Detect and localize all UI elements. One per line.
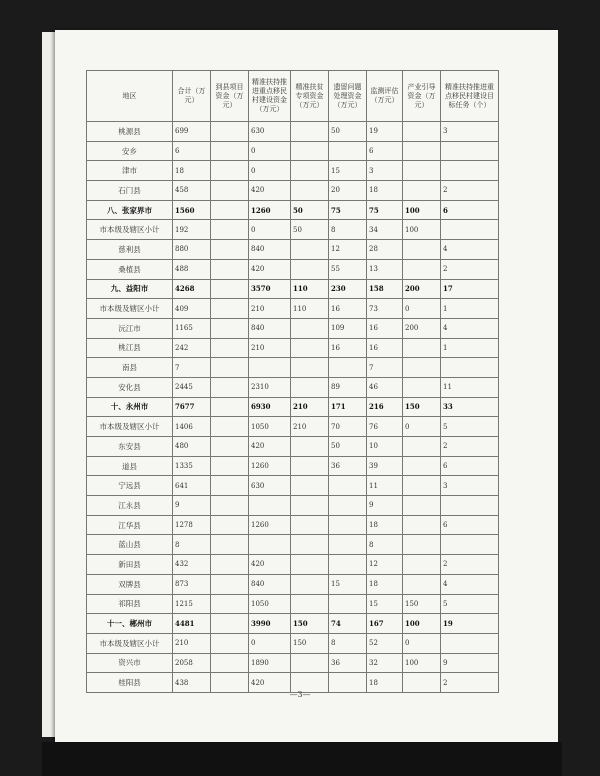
- value-cell: [441, 633, 499, 653]
- value-cell: 19: [367, 122, 403, 142]
- value-cell: 230: [329, 279, 367, 299]
- table-row: [87, 358, 499, 378]
- value-cell: 158: [367, 279, 403, 299]
- table-row: [87, 338, 499, 358]
- value-cell: 19: [441, 614, 499, 634]
- region-cell: 桃源县: [87, 122, 173, 142]
- value-cell: 16: [367, 318, 403, 338]
- table-row: [87, 417, 499, 437]
- value-cell: [211, 476, 249, 496]
- value-cell: 2: [441, 181, 499, 201]
- value-cell: 0: [249, 633, 291, 653]
- value-cell: 18: [367, 181, 403, 201]
- value-cell: 192: [173, 220, 211, 240]
- value-cell: 432: [173, 555, 211, 575]
- value-cell: [329, 496, 367, 516]
- region-cell: 安乡: [87, 141, 173, 161]
- value-cell: 1215: [173, 594, 211, 614]
- value-cell: 1050: [249, 417, 291, 437]
- table-row: [87, 141, 499, 161]
- value-cell: 8: [173, 535, 211, 555]
- value-cell: [403, 240, 441, 260]
- table-row: [87, 594, 499, 614]
- value-cell: 32: [367, 653, 403, 673]
- value-cell: 200: [403, 279, 441, 299]
- table-row: [87, 653, 499, 673]
- value-cell: 15: [367, 594, 403, 614]
- value-cell: 6: [441, 200, 499, 220]
- value-cell: 150: [403, 594, 441, 614]
- value-cell: 110: [291, 279, 329, 299]
- value-cell: 167: [367, 614, 403, 634]
- value-cell: [403, 338, 441, 358]
- value-cell: 1260: [249, 456, 291, 476]
- value-cell: [291, 437, 329, 457]
- value-cell: 210: [249, 299, 291, 319]
- value-cell: [403, 181, 441, 201]
- value-cell: [441, 496, 499, 516]
- value-cell: 100: [403, 220, 441, 240]
- value-cell: 3: [441, 476, 499, 496]
- value-cell: [211, 338, 249, 358]
- value-cell: 6930: [249, 397, 291, 417]
- value-cell: 50: [291, 220, 329, 240]
- value-cell: 0: [403, 633, 441, 653]
- value-cell: 46: [367, 377, 403, 397]
- value-cell: 33: [441, 397, 499, 417]
- value-cell: [211, 417, 249, 437]
- table-header-row: [87, 71, 499, 122]
- value-cell: 5: [441, 594, 499, 614]
- value-cell: 3570: [249, 279, 291, 299]
- value-cell: 150: [403, 397, 441, 417]
- value-cell: [291, 653, 329, 673]
- value-cell: 1260: [249, 515, 291, 535]
- value-cell: 7: [173, 358, 211, 378]
- value-cell: 2: [441, 673, 499, 693]
- value-cell: [291, 358, 329, 378]
- value-cell: 11: [367, 476, 403, 496]
- value-cell: [329, 535, 367, 555]
- region-cell: 津市: [87, 161, 173, 181]
- value-cell: [403, 259, 441, 279]
- value-cell: 8: [329, 633, 367, 653]
- value-cell: [403, 496, 441, 516]
- region-cell: 东安县: [87, 437, 173, 457]
- table-row: [87, 633, 499, 653]
- table-row: [87, 122, 499, 142]
- value-cell: 150: [291, 614, 329, 634]
- value-cell: 3: [367, 161, 403, 181]
- value-cell: [211, 220, 249, 240]
- value-cell: [441, 535, 499, 555]
- value-cell: [329, 555, 367, 575]
- value-cell: 16: [367, 338, 403, 358]
- value-cell: 2310: [249, 377, 291, 397]
- value-cell: 630: [249, 122, 291, 142]
- value-cell: [291, 515, 329, 535]
- value-cell: 420: [249, 259, 291, 279]
- region-cell: 新田县: [87, 555, 173, 575]
- column-header: 地区: [87, 71, 173, 122]
- value-cell: 420: [249, 437, 291, 457]
- value-cell: 880: [173, 240, 211, 260]
- region-cell: 沅江市: [87, 318, 173, 338]
- value-cell: 1335: [173, 456, 211, 476]
- value-cell: [249, 358, 291, 378]
- value-cell: [211, 122, 249, 142]
- region-cell: 石门县: [87, 181, 173, 201]
- value-cell: 100: [403, 200, 441, 220]
- value-cell: 4: [441, 318, 499, 338]
- value-cell: [211, 594, 249, 614]
- table-row: [87, 476, 499, 496]
- value-cell: 480: [173, 437, 211, 457]
- value-cell: 630: [249, 476, 291, 496]
- value-cell: [291, 476, 329, 496]
- region-cell: 八、张家界市: [87, 200, 173, 220]
- value-cell: 55: [329, 259, 367, 279]
- region-cell: 桂阳县: [87, 673, 173, 693]
- value-cell: 9: [173, 496, 211, 516]
- region-cell: 慈利县: [87, 240, 173, 260]
- value-cell: 3: [441, 122, 499, 142]
- value-cell: [403, 574, 441, 594]
- value-cell: [403, 141, 441, 161]
- value-cell: 18: [367, 574, 403, 594]
- value-cell: 50: [291, 200, 329, 220]
- value-cell: [211, 535, 249, 555]
- region-cell: 桑植县: [87, 259, 173, 279]
- value-cell: [211, 437, 249, 457]
- value-cell: 18: [173, 161, 211, 181]
- value-cell: [291, 496, 329, 516]
- table-row: [87, 535, 499, 555]
- value-cell: [211, 240, 249, 260]
- region-cell: 市本级及辖区小计: [87, 299, 173, 319]
- value-cell: 70: [329, 417, 367, 437]
- value-cell: [211, 358, 249, 378]
- value-cell: 1: [441, 338, 499, 358]
- value-cell: 39: [367, 456, 403, 476]
- value-cell: [403, 476, 441, 496]
- column-header: 到县项目资金（万元）: [211, 71, 249, 122]
- value-cell: [291, 161, 329, 181]
- value-cell: 488: [173, 259, 211, 279]
- value-cell: 699: [173, 122, 211, 142]
- value-cell: [211, 279, 249, 299]
- value-cell: [211, 318, 249, 338]
- value-cell: 5: [441, 417, 499, 437]
- value-cell: 409: [173, 299, 211, 319]
- dark-background: [42, 742, 562, 776]
- value-cell: 2: [441, 555, 499, 575]
- value-cell: [291, 377, 329, 397]
- value-cell: 420: [249, 555, 291, 575]
- value-cell: 8: [367, 535, 403, 555]
- column-header: 合计（万元）: [173, 71, 211, 122]
- value-cell: [291, 141, 329, 161]
- value-cell: 75: [329, 200, 367, 220]
- value-cell: 15: [329, 574, 367, 594]
- table-row: [87, 437, 499, 457]
- value-cell: [403, 122, 441, 142]
- value-cell: [291, 535, 329, 555]
- value-cell: [211, 515, 249, 535]
- value-cell: 0: [403, 299, 441, 319]
- value-cell: 0: [249, 161, 291, 181]
- value-cell: [403, 377, 441, 397]
- value-cell: 8: [329, 220, 367, 240]
- value-cell: 10: [367, 437, 403, 457]
- column-header: 精准扶贫专项资金（万元）: [291, 71, 329, 122]
- region-cell: 江华县: [87, 515, 173, 535]
- value-cell: 1406: [173, 417, 211, 437]
- value-cell: 12: [329, 240, 367, 260]
- region-cell: 九、益阳市: [87, 279, 173, 299]
- value-cell: 18: [367, 515, 403, 535]
- value-cell: [211, 574, 249, 594]
- value-cell: [291, 122, 329, 142]
- value-cell: [211, 653, 249, 673]
- table-row: [87, 574, 499, 594]
- value-cell: [403, 358, 441, 378]
- value-cell: 210: [291, 397, 329, 417]
- funding-table: [86, 70, 499, 693]
- table-row: [87, 318, 499, 338]
- value-cell: [211, 200, 249, 220]
- region-cell: 桃江县: [87, 338, 173, 358]
- table-row: [87, 555, 499, 575]
- value-cell: 18: [367, 673, 403, 693]
- value-cell: 9: [367, 496, 403, 516]
- table-row: [87, 515, 499, 535]
- region-cell: 十、永州市: [87, 397, 173, 417]
- region-cell: 安化县: [87, 377, 173, 397]
- value-cell: 4268: [173, 279, 211, 299]
- column-header: 产业引导资金（万元）: [403, 71, 441, 122]
- value-cell: [329, 358, 367, 378]
- value-cell: 16: [329, 338, 367, 358]
- value-cell: 16: [329, 299, 367, 319]
- value-cell: [329, 476, 367, 496]
- value-cell: 7: [367, 358, 403, 378]
- column-header: 精准扶持推进重点移民村建设目标任务（个）: [441, 71, 499, 122]
- table-row: [87, 496, 499, 516]
- value-cell: [403, 161, 441, 181]
- value-cell: 36: [329, 653, 367, 673]
- value-cell: 15: [329, 161, 367, 181]
- value-cell: 6: [441, 515, 499, 535]
- region-cell: 资兴市: [87, 653, 173, 673]
- value-cell: [249, 496, 291, 516]
- value-cell: 50: [329, 122, 367, 142]
- value-cell: 840: [249, 318, 291, 338]
- value-cell: 6: [173, 141, 211, 161]
- value-cell: 28: [367, 240, 403, 260]
- value-cell: [291, 594, 329, 614]
- table-row: [87, 456, 499, 476]
- value-cell: 75: [367, 200, 403, 220]
- value-cell: 76: [367, 417, 403, 437]
- table-row: [87, 200, 499, 220]
- value-cell: 100: [403, 653, 441, 673]
- region-cell: 蓝山县: [87, 535, 173, 555]
- table-row: [87, 279, 499, 299]
- value-cell: 12: [367, 555, 403, 575]
- value-cell: 1560: [173, 200, 211, 220]
- value-cell: [211, 377, 249, 397]
- value-cell: [291, 259, 329, 279]
- value-cell: [291, 456, 329, 476]
- value-cell: [403, 437, 441, 457]
- value-cell: 4: [441, 574, 499, 594]
- value-cell: 0: [249, 141, 291, 161]
- value-cell: [211, 633, 249, 653]
- value-cell: 210: [173, 633, 211, 653]
- value-cell: 641: [173, 476, 211, 496]
- value-cell: [403, 515, 441, 535]
- column-header: 精准扶持推进重点移民村建设资金（万元）: [249, 71, 291, 122]
- value-cell: 873: [173, 574, 211, 594]
- value-cell: [441, 141, 499, 161]
- value-cell: 2: [441, 259, 499, 279]
- value-cell: 6: [441, 456, 499, 476]
- value-cell: 7677: [173, 397, 211, 417]
- value-cell: 420: [249, 181, 291, 201]
- value-cell: [291, 318, 329, 338]
- value-cell: 4481: [173, 614, 211, 634]
- value-cell: 89: [329, 377, 367, 397]
- value-cell: [329, 594, 367, 614]
- value-cell: 1890: [249, 653, 291, 673]
- value-cell: 100: [403, 614, 441, 634]
- value-cell: [211, 614, 249, 634]
- value-cell: 200: [403, 318, 441, 338]
- value-cell: 4: [441, 240, 499, 260]
- value-cell: [403, 535, 441, 555]
- value-cell: 840: [249, 574, 291, 594]
- value-cell: 3990: [249, 614, 291, 634]
- value-cell: 1260: [249, 200, 291, 220]
- value-cell: [441, 161, 499, 181]
- region-cell: 十一、郴州市: [87, 614, 173, 634]
- value-cell: 2: [441, 437, 499, 457]
- value-cell: 840: [249, 240, 291, 260]
- value-cell: [211, 141, 249, 161]
- value-cell: 11: [441, 377, 499, 397]
- value-cell: 36: [329, 456, 367, 476]
- value-cell: 2445: [173, 377, 211, 397]
- value-cell: [249, 535, 291, 555]
- value-cell: 171: [329, 397, 367, 417]
- table-row: [87, 181, 499, 201]
- value-cell: 210: [291, 417, 329, 437]
- value-cell: [291, 240, 329, 260]
- page-number: —3—: [289, 690, 311, 699]
- table-row: [87, 161, 499, 181]
- value-cell: [291, 574, 329, 594]
- value-cell: 9: [441, 653, 499, 673]
- value-cell: [441, 220, 499, 240]
- column-header: 监测评估（万元）: [367, 71, 403, 122]
- table-row: [87, 240, 499, 260]
- value-cell: 2058: [173, 653, 211, 673]
- value-cell: 420: [249, 673, 291, 693]
- value-cell: [211, 555, 249, 575]
- region-cell: 双牌县: [87, 574, 173, 594]
- value-cell: 50: [329, 437, 367, 457]
- value-cell: 20: [329, 181, 367, 201]
- value-cell: 13: [367, 259, 403, 279]
- value-cell: 6: [367, 141, 403, 161]
- value-cell: 438: [173, 673, 211, 693]
- value-cell: [211, 161, 249, 181]
- value-cell: 73: [367, 299, 403, 319]
- table-row: [87, 220, 499, 240]
- value-cell: [291, 555, 329, 575]
- value-cell: 1165: [173, 318, 211, 338]
- region-cell: 市本级及辖区小计: [87, 633, 173, 653]
- value-cell: [441, 358, 499, 378]
- region-cell: 祁阳县: [87, 594, 173, 614]
- value-cell: 1050: [249, 594, 291, 614]
- value-cell: [211, 456, 249, 476]
- value-cell: 458: [173, 181, 211, 201]
- value-cell: 1: [441, 299, 499, 319]
- table-row: [87, 614, 499, 634]
- value-cell: [329, 141, 367, 161]
- value-cell: 1278: [173, 515, 211, 535]
- value-cell: [291, 181, 329, 201]
- value-cell: 110: [291, 299, 329, 319]
- table-row: [87, 397, 499, 417]
- value-cell: 17: [441, 279, 499, 299]
- value-cell: 0: [403, 417, 441, 437]
- value-cell: 242: [173, 338, 211, 358]
- value-cell: [403, 555, 441, 575]
- table-row: [87, 377, 499, 397]
- region-cell: 江永县: [87, 496, 173, 516]
- value-cell: 150: [291, 633, 329, 653]
- value-cell: [291, 338, 329, 358]
- value-cell: 52: [367, 633, 403, 653]
- value-cell: 0: [249, 220, 291, 240]
- value-cell: 216: [367, 397, 403, 417]
- table-row: [87, 299, 499, 319]
- region-cell: 道县: [87, 456, 173, 476]
- value-cell: [403, 456, 441, 476]
- value-cell: [329, 515, 367, 535]
- value-cell: [211, 181, 249, 201]
- table-row: [87, 259, 499, 279]
- value-cell: 74: [329, 614, 367, 634]
- column-header: 遗留问题处理资金（万元）: [329, 71, 367, 122]
- region-cell: 市本级及辖区小计: [87, 417, 173, 437]
- value-cell: 210: [249, 338, 291, 358]
- region-cell: 南县: [87, 358, 173, 378]
- value-cell: [211, 259, 249, 279]
- value-cell: [211, 496, 249, 516]
- region-cell: 市本级及辖区小计: [87, 220, 173, 240]
- value-cell: [211, 397, 249, 417]
- value-cell: 109: [329, 318, 367, 338]
- value-cell: 34: [367, 220, 403, 240]
- value-cell: [211, 299, 249, 319]
- region-cell: 宁远县: [87, 476, 173, 496]
